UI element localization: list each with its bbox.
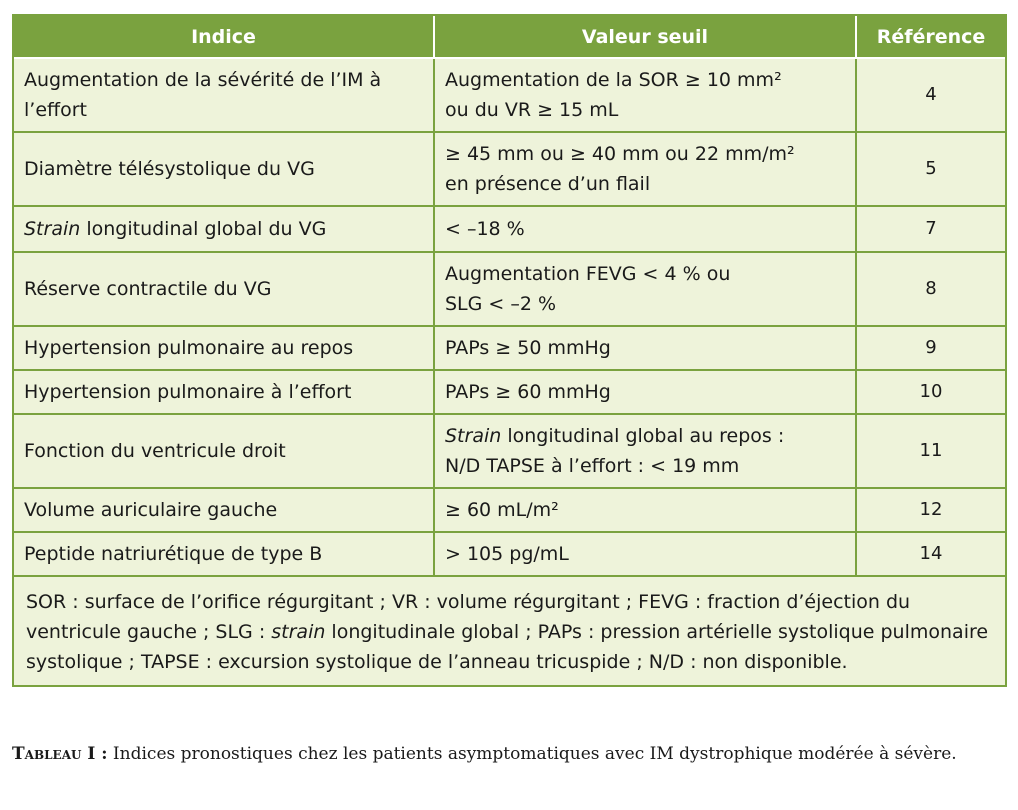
prognostic-table (12, 14, 1007, 687)
row-index (14, 207, 435, 251)
value-line: N/D TAPSE à l’effort : < 19 mm (445, 455, 740, 477)
row-index: Hypertension pulmonaire au repos (14, 327, 435, 369)
italic-strain: Strain (24, 218, 81, 240)
table-header (14, 16, 1005, 59)
table-row (14, 489, 1005, 533)
row-index: Réserve contractile du VG (14, 253, 435, 325)
value-line: Augmentation FEVG < 4 % ou (445, 263, 731, 285)
row-index: Augmentation de la sévérité de l’IM à l’effort (14, 59, 435, 131)
value-line: SLG < –2 % (445, 293, 557, 315)
row-index: Hypertension pulmonaire à l’effort (14, 371, 435, 413)
value-line: ou du VR ≥ 15 mL (445, 99, 619, 121)
row-reference: 12 (919, 499, 943, 520)
value-line: longitudinal global au repos : (501, 425, 785, 447)
row-index: Fonction du ventricule droit (14, 415, 435, 487)
row-reference: 8 (925, 278, 937, 299)
row-value: ≥ 60 mL/m² (435, 489, 857, 531)
row-value: PAPs ≥ 60 mmHg (435, 371, 857, 413)
value-line: en présence d’un flail (445, 173, 651, 195)
value-line: ≥ 45 mm ou ≥ 40 mm ou 22 mm/m² (445, 143, 795, 165)
row-value (435, 415, 857, 487)
footnote-part2: longitudinale global ; PAPs : pression artérielle systolique pulmonaire systolique ; TAPSE : excursion systolique de l’anneau tricuspide ; N/D : non disponible. (26, 621, 989, 673)
footnote-part1: SOR : surface de l’orifice régurgitant ; VR : volume régurgitant ; FEVG : fraction d’éjection du ventricule gauche ; SLG : (26, 591, 911, 643)
row-value (435, 133, 857, 205)
header-valeur-seuil: Valeur seuil (435, 16, 857, 57)
row-value (435, 59, 857, 131)
table-row (14, 59, 1005, 133)
row-value: < –18 % (435, 207, 857, 251)
table-row (14, 327, 1005, 371)
caption-text: Indices pronostiques chez les patients asymptomatiques avec IM dystrophique modérée à sévère. (107, 744, 957, 764)
row-value: PAPs ≥ 50 mmHg (435, 327, 857, 369)
row-reference: 9 (925, 337, 937, 358)
value-line: Augmentation de la SOR ≥ 10 mm² (445, 69, 782, 91)
table-row (14, 133, 1005, 207)
footnote-italic: strain (271, 621, 326, 643)
caption-label: Tableau I : (12, 744, 108, 764)
table-row (14, 371, 1005, 415)
row-reference: 7 (925, 218, 937, 239)
row-reference: 4 (925, 84, 937, 105)
table-caption (12, 741, 1007, 767)
row-value: > 105 pg/mL (435, 533, 857, 575)
header-reference: Référence (876, 25, 986, 48)
table-row (14, 415, 1005, 489)
table-row (14, 533, 1005, 577)
table-row (14, 253, 1005, 327)
row-index: Peptide natriurétique de type B (14, 533, 435, 575)
row-reference: 11 (919, 440, 943, 461)
index-rest: longitudinal global du VG (80, 218, 327, 240)
table-footnote (14, 577, 1005, 685)
italic-strain: Strain (445, 425, 502, 447)
row-value (435, 253, 857, 325)
header-indice: Indice (14, 16, 435, 57)
row-reference: 14 (919, 543, 943, 564)
row-reference: 5 (925, 158, 937, 179)
row-reference: 10 (919, 381, 943, 402)
row-index: Volume auriculaire gauche (14, 489, 435, 531)
table-row (14, 207, 1005, 253)
row-index: Diamètre télésystolique du VG (14, 133, 435, 205)
